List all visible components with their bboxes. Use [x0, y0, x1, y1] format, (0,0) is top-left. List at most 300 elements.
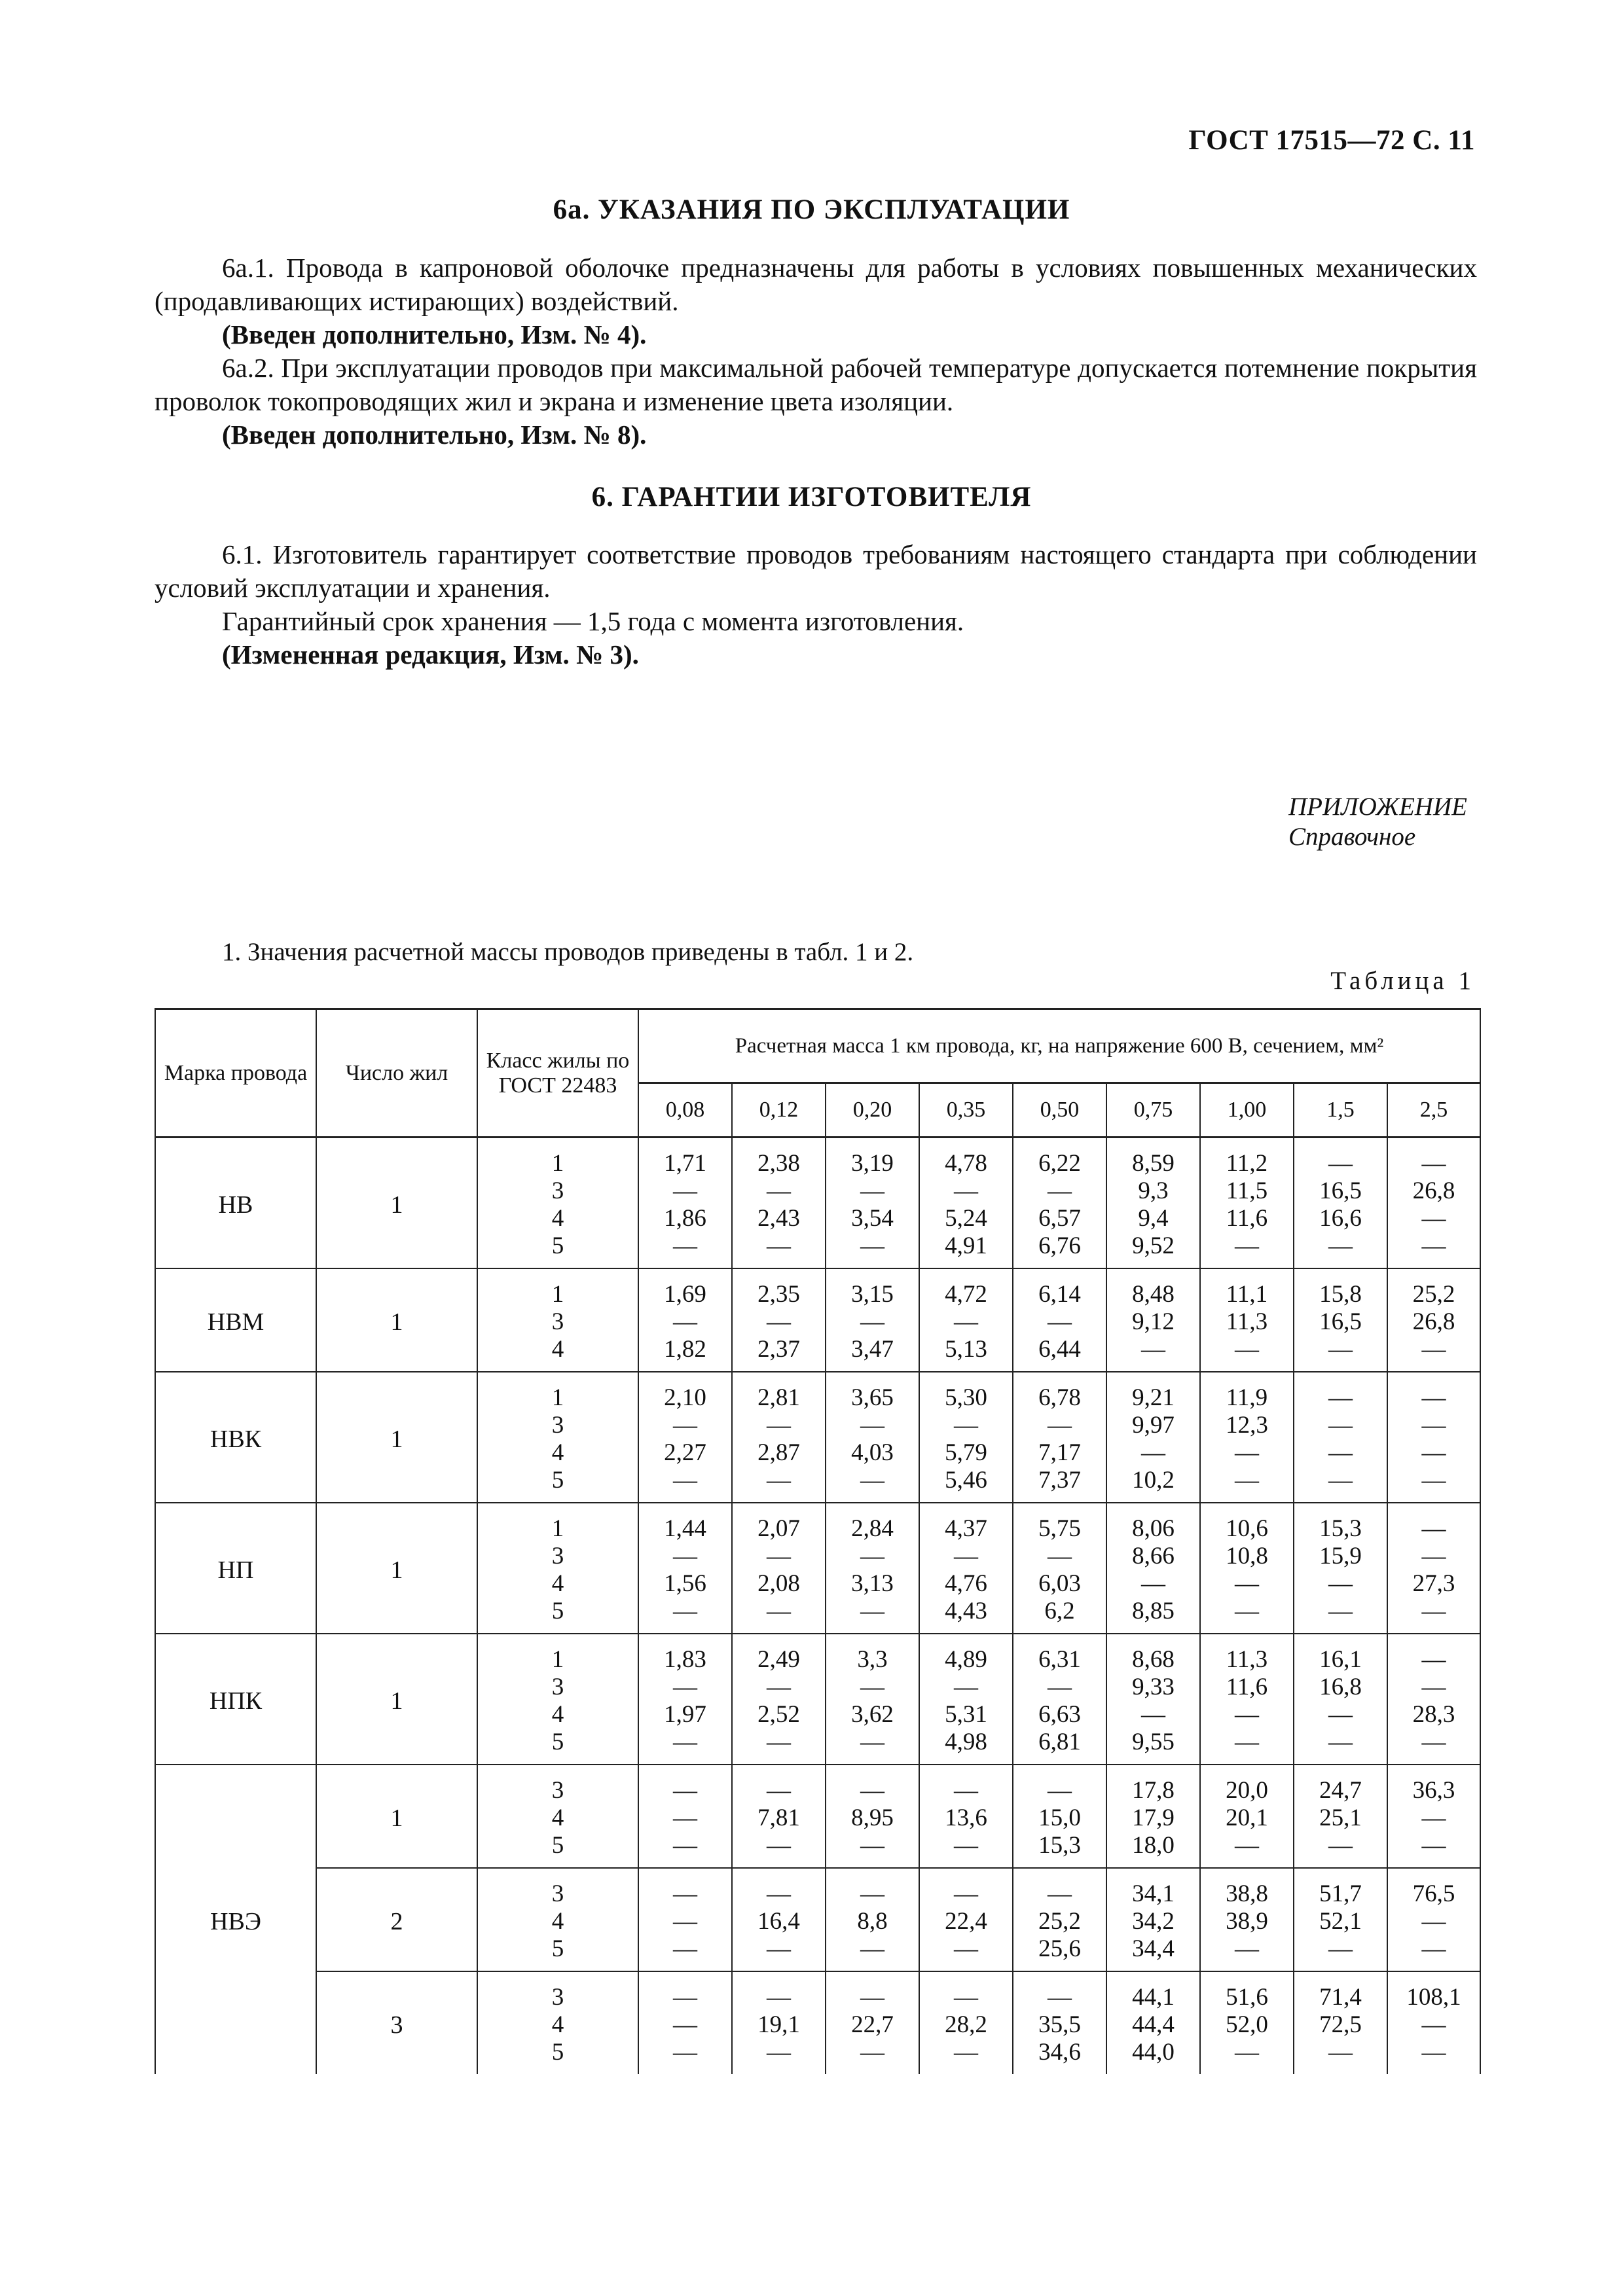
mass-value: — [1421, 1439, 1446, 1466]
cell-mass [1013, 1634, 1106, 1765]
class-value: 4 [551, 1701, 564, 1728]
mass-value: 5,46 [945, 1467, 987, 1494]
mass-value: 2,37 [757, 1336, 800, 1363]
mass-value: — [767, 1832, 791, 1859]
section-6a-p1 [155, 251, 1477, 318]
cell-class [477, 1868, 638, 1971]
section-6-p1 [155, 538, 1477, 605]
mass-value: — [1235, 1570, 1259, 1597]
cell-mass [1013, 1971, 1106, 2074]
mass-value: 4,76 [945, 1570, 987, 1597]
header-section: 2,5 [1387, 1083, 1480, 1138]
mass-value: 1,69 [664, 1281, 706, 1308]
table-row [155, 1268, 1480, 1372]
mass-value: — [673, 1935, 697, 1962]
cell-mass [732, 1971, 826, 2074]
mass-value: — [954, 1674, 978, 1700]
cell-cores: 1 [316, 1765, 477, 1868]
mass-value: 6,57 [1038, 1205, 1081, 1232]
mass-value: 8,8 [857, 1908, 888, 1935]
class-value: 1 [551, 1384, 564, 1411]
cell-mark: НВЭ [155, 1765, 316, 2074]
cell-mass [1294, 1971, 1387, 2074]
mass-value: — [767, 1935, 791, 1962]
cell-mass [1294, 1138, 1387, 1269]
mass-value: 34,2 [1132, 1908, 1175, 1935]
mass-value: 3,13 [851, 1570, 894, 1597]
cell-class [477, 1372, 638, 1503]
class-value: 4 [551, 1908, 564, 1935]
class-value: 3 [551, 1880, 564, 1907]
mass-value: 10,8 [1226, 1543, 1268, 1570]
mass-value: 4,78 [945, 1150, 987, 1177]
mass-value: — [954, 1880, 978, 1907]
cell-mass [1387, 1868, 1480, 1971]
cell-mark: НВ [155, 1138, 316, 1269]
mass-value: — [1421, 1674, 1446, 1700]
header-class: Класс жилы по ГОСТ 22483 [477, 1009, 638, 1138]
mass-value: — [673, 1177, 697, 1204]
mass-value: 8,68 [1132, 1646, 1175, 1673]
mass-value: 4,37 [945, 1515, 987, 1542]
mass-value: 22,4 [945, 1908, 987, 1935]
mass-value: — [1328, 1570, 1353, 1597]
mass-value: — [767, 1729, 791, 1755]
mass-value: — [1421, 1150, 1446, 1177]
cell-mark: НПК [155, 1634, 316, 1765]
mass-value: 5,30 [945, 1384, 987, 1411]
mass-value: 34,6 [1038, 2039, 1081, 2066]
mass-value: — [673, 1674, 697, 1700]
class-value: 5 [551, 1832, 564, 1859]
mass-value: 44,1 [1132, 1984, 1175, 2011]
mass-value: 34,1 [1132, 1880, 1175, 1907]
cell-mass [1013, 1372, 1106, 1503]
mass-value: 16,6 [1319, 1205, 1362, 1232]
mass-value: 15,8 [1319, 1281, 1362, 1308]
mass-value: — [954, 1308, 978, 1335]
cell-mass [638, 1971, 732, 2074]
mass-value: — [860, 1467, 884, 1494]
mass-value: 11,6 [1226, 1674, 1268, 1700]
mass-value: — [673, 1598, 697, 1624]
mass-value: 5,24 [945, 1205, 987, 1232]
mass-value: — [1235, 1467, 1259, 1494]
class-value: 3 [551, 1777, 564, 1804]
mass-value: 10,2 [1132, 1467, 1175, 1494]
class-value: 5 [551, 1598, 564, 1624]
mass-value: 17,8 [1132, 1777, 1175, 1804]
mass-value: 76,5 [1412, 1880, 1455, 1907]
mass-value: 71,4 [1319, 1984, 1362, 2011]
mass-table [155, 1008, 1481, 2074]
cell-mass [1294, 1503, 1387, 1634]
mass-value: — [673, 1908, 697, 1935]
cell-mass [1387, 1765, 1480, 1868]
mass-value: — [1141, 1439, 1165, 1466]
mass-value: 1,71 [664, 1150, 706, 1177]
cell-mass [919, 1138, 1013, 1269]
mass-value: — [1421, 1412, 1446, 1439]
mass-value: — [1328, 1729, 1353, 1755]
class-value: 4 [551, 1570, 564, 1597]
cell-mass [1294, 1372, 1387, 1503]
cell-mass [1294, 1268, 1387, 1372]
mass-value: 2,81 [757, 1384, 800, 1411]
mass-value: — [1328, 1701, 1353, 1728]
cell-mass [732, 1868, 826, 1971]
header-section: 0,75 [1106, 1083, 1200, 1138]
cell-mass [1387, 1138, 1480, 1269]
mass-value: 4,91 [945, 1232, 987, 1259]
cell-mass [826, 1634, 919, 1765]
mass-value: 2,27 [664, 1439, 706, 1466]
mass-value: 9,55 [1132, 1729, 1175, 1755]
mass-value: — [1421, 1908, 1446, 1935]
section-6-p2-note: (Измененная редакция, Изм. № 3). [222, 639, 639, 670]
cell-mass [1200, 1634, 1294, 1765]
cell-mass [919, 1503, 1013, 1634]
mass-value: — [1421, 2039, 1446, 2066]
mass-value: 51,7 [1319, 1880, 1362, 1907]
mass-value: — [1235, 1598, 1259, 1624]
table-row [155, 1868, 1480, 1971]
mass-value: 34,4 [1132, 1935, 1175, 1962]
mass-value: 16,8 [1319, 1674, 1362, 1700]
mass-value: 4,03 [851, 1439, 894, 1466]
mass-value: 4,98 [945, 1729, 987, 1755]
class-value: 5 [551, 1467, 564, 1494]
mass-value: 5,75 [1038, 1515, 1081, 1542]
mass-value: — [767, 1880, 791, 1907]
header-mark: Марка провода [155, 1009, 316, 1138]
mass-value: 35,5 [1038, 2011, 1081, 2038]
class-value: 3 [551, 1177, 564, 1204]
mass-value: — [1235, 1935, 1259, 1962]
mass-value: — [1048, 1308, 1072, 1335]
mass-value: — [767, 1308, 791, 1335]
cell-mass [919, 1372, 1013, 1503]
mass-value: — [1328, 1935, 1353, 1962]
mass-value: 9,4 [1138, 1205, 1169, 1232]
mass-value: — [954, 1984, 978, 2011]
cell-mass [919, 1868, 1013, 1971]
table-row [155, 1971, 1480, 2074]
mass-value: 3,19 [851, 1150, 894, 1177]
cell-mass [826, 1971, 919, 2074]
mass-value: 9,3 [1138, 1177, 1169, 1204]
mass-value: — [860, 1412, 884, 1439]
mass-value: 12,3 [1226, 1412, 1268, 1439]
cell-mass [1200, 1868, 1294, 1971]
cell-mass [1294, 1634, 1387, 1765]
table-label: Таблица 1 [1330, 967, 1475, 995]
mass-value: — [673, 1984, 697, 2011]
cell-mass [1013, 1268, 1106, 1372]
mass-value: 20,0 [1226, 1777, 1268, 1804]
mass-value: — [767, 1984, 791, 2011]
mass-value: — [954, 1177, 978, 1204]
mass-value: 17,9 [1132, 1804, 1175, 1831]
mass-value: — [767, 1674, 791, 1700]
mass-value: — [673, 1467, 697, 1494]
cell-mass [1387, 1634, 1480, 1765]
mass-value: 7,17 [1038, 1439, 1081, 1466]
mass-value: — [1328, 1832, 1353, 1859]
cell-class [477, 1765, 638, 1868]
class-value: 3 [551, 1674, 564, 1700]
cell-class [477, 1503, 638, 1634]
mass-value: 8,59 [1132, 1150, 1175, 1177]
mass-value: — [767, 1177, 791, 1204]
mass-value: 8,48 [1132, 1281, 1175, 1308]
mass-value: — [1048, 1543, 1072, 1570]
mass-value: — [954, 1777, 978, 1804]
mass-value: 2,35 [757, 1281, 800, 1308]
cell-mass [638, 1868, 732, 1971]
mass-value: — [1048, 1177, 1072, 1204]
mass-value: 16,5 [1319, 1308, 1362, 1335]
mass-value: 24,7 [1319, 1777, 1362, 1804]
cell-class [477, 1268, 638, 1372]
mass-value: 16,1 [1319, 1646, 1362, 1673]
header-mass: Расчетная масса 1 км провода, кг, на напряжение 600 В, сечением, мм² [638, 1009, 1480, 1083]
mass-value: — [1421, 1804, 1446, 1831]
mass-value: 1,97 [664, 1701, 706, 1728]
cell-mass [1387, 1503, 1480, 1634]
header-section: 1,5 [1294, 1083, 1387, 1138]
cell-mass [1294, 1868, 1387, 1971]
mass-value: — [673, 1543, 697, 1570]
mass-value: 19,1 [757, 2011, 800, 2038]
section-6a-title: 6а. УКАЗАНИЯ ПО ЭКСПЛУАТАЦИИ [553, 194, 1070, 225]
cell-mass [1387, 1372, 1480, 1503]
cell-mass [1013, 1138, 1106, 1269]
mass-value: 2,38 [757, 1150, 800, 1177]
mass-value: — [1328, 1336, 1353, 1363]
mass-value: 9,52 [1132, 1232, 1175, 1259]
class-value: 3 [551, 1984, 564, 2011]
class-value: 4 [551, 2011, 564, 2038]
class-value: 5 [551, 2039, 564, 2066]
mass-value: — [860, 1984, 884, 2011]
mass-value: — [1421, 1515, 1446, 1542]
mass-value: 6,22 [1038, 1150, 1081, 1177]
mass-value: — [1235, 1701, 1259, 1728]
mass-value: — [767, 1412, 791, 1439]
cell-mass [1106, 1372, 1200, 1503]
cell-cores: 1 [316, 1503, 477, 1634]
mass-value: 16,4 [757, 1908, 800, 1935]
mass-value: 11,6 [1226, 1205, 1268, 1232]
mass-value: — [1421, 1232, 1446, 1259]
mass-value: 6,14 [1038, 1281, 1081, 1308]
table-row [155, 1503, 1480, 1634]
mass-value: 2,08 [757, 1570, 800, 1597]
mass-value: 25,2 [1038, 1908, 1081, 1935]
mass-value: 1,86 [664, 1205, 706, 1232]
cell-cores: 1 [316, 1268, 477, 1372]
class-value: 1 [551, 1150, 564, 1177]
mass-value: — [1328, 1467, 1353, 1494]
mass-value: 108,1 [1406, 1984, 1461, 2011]
mass-value: 9,21 [1132, 1384, 1175, 1411]
mass-value: 9,97 [1132, 1412, 1175, 1439]
mass-value: — [954, 1543, 978, 1570]
cell-mass [1106, 1765, 1200, 1868]
cell-cores: 2 [316, 1868, 477, 1971]
cell-cores: 1 [316, 1372, 477, 1503]
mass-value: — [1048, 1880, 1072, 1907]
mass-value: — [860, 1177, 884, 1204]
mass-value: — [1141, 1570, 1165, 1597]
mass-value: 16,5 [1319, 1177, 1362, 1204]
class-value: 1 [551, 1646, 564, 1673]
mass-value: — [1421, 1543, 1446, 1570]
mass-value: 10,6 [1226, 1515, 1268, 1542]
mass-value: 38,9 [1226, 1908, 1268, 1935]
mass-value: 6,78 [1038, 1384, 1081, 1411]
table-row [155, 1372, 1480, 1503]
appendix-title: ПРИЛОЖЕНИЕ [1288, 793, 1467, 821]
mass-value: 52,0 [1226, 2011, 1268, 2038]
mass-value: 11,3 [1226, 1646, 1268, 1673]
header-section: 1,00 [1200, 1083, 1294, 1138]
mass-value: 51,6 [1226, 1984, 1268, 2011]
mass-value: 11,5 [1226, 1177, 1268, 1204]
mass-value: 11,2 [1226, 1150, 1268, 1177]
mass-value: — [673, 1804, 697, 1831]
cell-mass [1200, 1503, 1294, 1634]
section-6-title: 6. ГАРАНТИИ ИЗГОТОВИТЕЛЯ [591, 482, 1032, 512]
class-value: 4 [551, 1336, 564, 1363]
appendix-subtitle: Справочное [1288, 823, 1416, 851]
cell-class [477, 1971, 638, 2074]
mass-value: 52,1 [1319, 1908, 1362, 1935]
mass-value: — [860, 1308, 884, 1335]
mass-value: — [1235, 2039, 1259, 2066]
section-6a-p1-text: 6а.1. Провода в капроновой оболочке предназначены для работы в условиях повышенных механических (продавливающих истирающих) воздействий. [155, 253, 1477, 316]
mass-value: — [1421, 1336, 1446, 1363]
mass-value: — [673, 1832, 697, 1859]
mass-value: 25,6 [1038, 1935, 1081, 1962]
mass-value: 6,03 [1038, 1570, 1081, 1597]
mass-value: — [1235, 1832, 1259, 1859]
cell-mass [1200, 1971, 1294, 2074]
mass-value: — [1328, 1150, 1353, 1177]
mass-value: 4,89 [945, 1646, 987, 1673]
cell-mark: НВК [155, 1372, 316, 1503]
cell-mass [1106, 1634, 1200, 1765]
mass-value: 44,4 [1132, 2011, 1175, 2038]
class-value: 3 [551, 1543, 564, 1570]
mass-value: 11,3 [1226, 1308, 1268, 1335]
mass-value: 5,79 [945, 1439, 987, 1466]
cell-mass [732, 1503, 826, 1634]
mass-value: 26,8 [1412, 1308, 1455, 1335]
mass-value: 44,0 [1132, 2039, 1175, 2066]
mass-value: 5,13 [945, 1336, 987, 1363]
mass-value: 36,3 [1412, 1777, 1455, 1804]
mass-value: 2,43 [757, 1205, 800, 1232]
mass-value: — [860, 1777, 884, 1804]
mass-value: 9,12 [1132, 1308, 1175, 1335]
table-row [155, 1138, 1480, 1269]
cell-mass [1200, 1268, 1294, 1372]
mass-value: 15,9 [1319, 1543, 1362, 1570]
mass-value: — [1048, 1777, 1072, 1804]
mass-value: 6,31 [1038, 1646, 1081, 1673]
mass-value: 15,3 [1319, 1515, 1362, 1542]
mass-value: 3,65 [851, 1384, 894, 1411]
cell-mass [1387, 1971, 1480, 2074]
mass-value: — [1141, 1701, 1165, 1728]
mass-value: 2,87 [757, 1439, 800, 1466]
mass-value: 20,1 [1226, 1804, 1268, 1831]
mass-value: — [860, 1598, 884, 1624]
mass-value: — [1328, 2039, 1353, 2066]
cell-mass [732, 1138, 826, 1269]
cell-mass [732, 1765, 826, 1868]
mass-value: 1,82 [664, 1336, 706, 1363]
class-value: 1 [551, 1515, 564, 1542]
cell-mass [826, 1372, 919, 1503]
mass-value: — [673, 2011, 697, 2038]
page-header: ГОСТ 17515—72 С. 11 [1188, 125, 1475, 156]
cell-mass [1106, 1268, 1200, 1372]
mass-value: — [673, 1777, 697, 1804]
mass-value: 2,84 [851, 1515, 894, 1542]
mass-value: 28,2 [945, 2011, 987, 2038]
header-section: 0,12 [732, 1083, 826, 1138]
mass-value: — [860, 1232, 884, 1259]
mass-value: 6,2 [1044, 1598, 1075, 1624]
cell-mass [1106, 1868, 1200, 1971]
mass-value: — [1421, 1832, 1446, 1859]
mass-value: 6,81 [1038, 1729, 1081, 1755]
cell-mass [1294, 1765, 1387, 1868]
mass-value: 3,47 [851, 1336, 894, 1363]
section-6a-p2-note: (Введен дополнительно, Изм. № 8). [222, 420, 647, 450]
header-section: 0,35 [919, 1083, 1013, 1138]
mass-value: — [673, 1308, 697, 1335]
mass-value: — [1421, 1935, 1446, 1962]
cell-mass [1013, 1503, 1106, 1634]
mass-value: 7,37 [1038, 1467, 1081, 1494]
mass-value: — [1328, 1384, 1353, 1411]
mass-value: 7,81 [757, 1804, 800, 1831]
mass-value: 15,0 [1038, 1804, 1081, 1831]
mass-value: 11,1 [1226, 1281, 1268, 1308]
cell-mass [1200, 1765, 1294, 1868]
section-6-p2: Гарантийный срок хранения — 1,5 года с момента изготовления. [222, 606, 964, 636]
cell-mass [826, 1765, 919, 1868]
mass-value: 9,33 [1132, 1674, 1175, 1700]
mass-value: — [767, 2039, 791, 2066]
mass-value: 11,9 [1226, 1384, 1268, 1411]
mass-value: 3,62 [851, 1701, 894, 1728]
class-value: 3 [551, 1412, 564, 1439]
mass-value: 72,5 [1319, 2011, 1362, 2038]
cell-class [477, 1634, 638, 1765]
mass-value: 15,3 [1038, 1832, 1081, 1859]
mass-value: — [1328, 1232, 1353, 1259]
mass-value: — [860, 1729, 884, 1755]
mass-value: 2,49 [757, 1646, 800, 1673]
mass-value: 6,76 [1038, 1232, 1081, 1259]
section-6-p1-text: 6.1. Изготовитель гарантирует соответствие проводов требованиям настоящего стандарта при соблюдении условий эксплуатации и хранения. [155, 539, 1477, 603]
mass-value: 5,31 [945, 1701, 987, 1728]
